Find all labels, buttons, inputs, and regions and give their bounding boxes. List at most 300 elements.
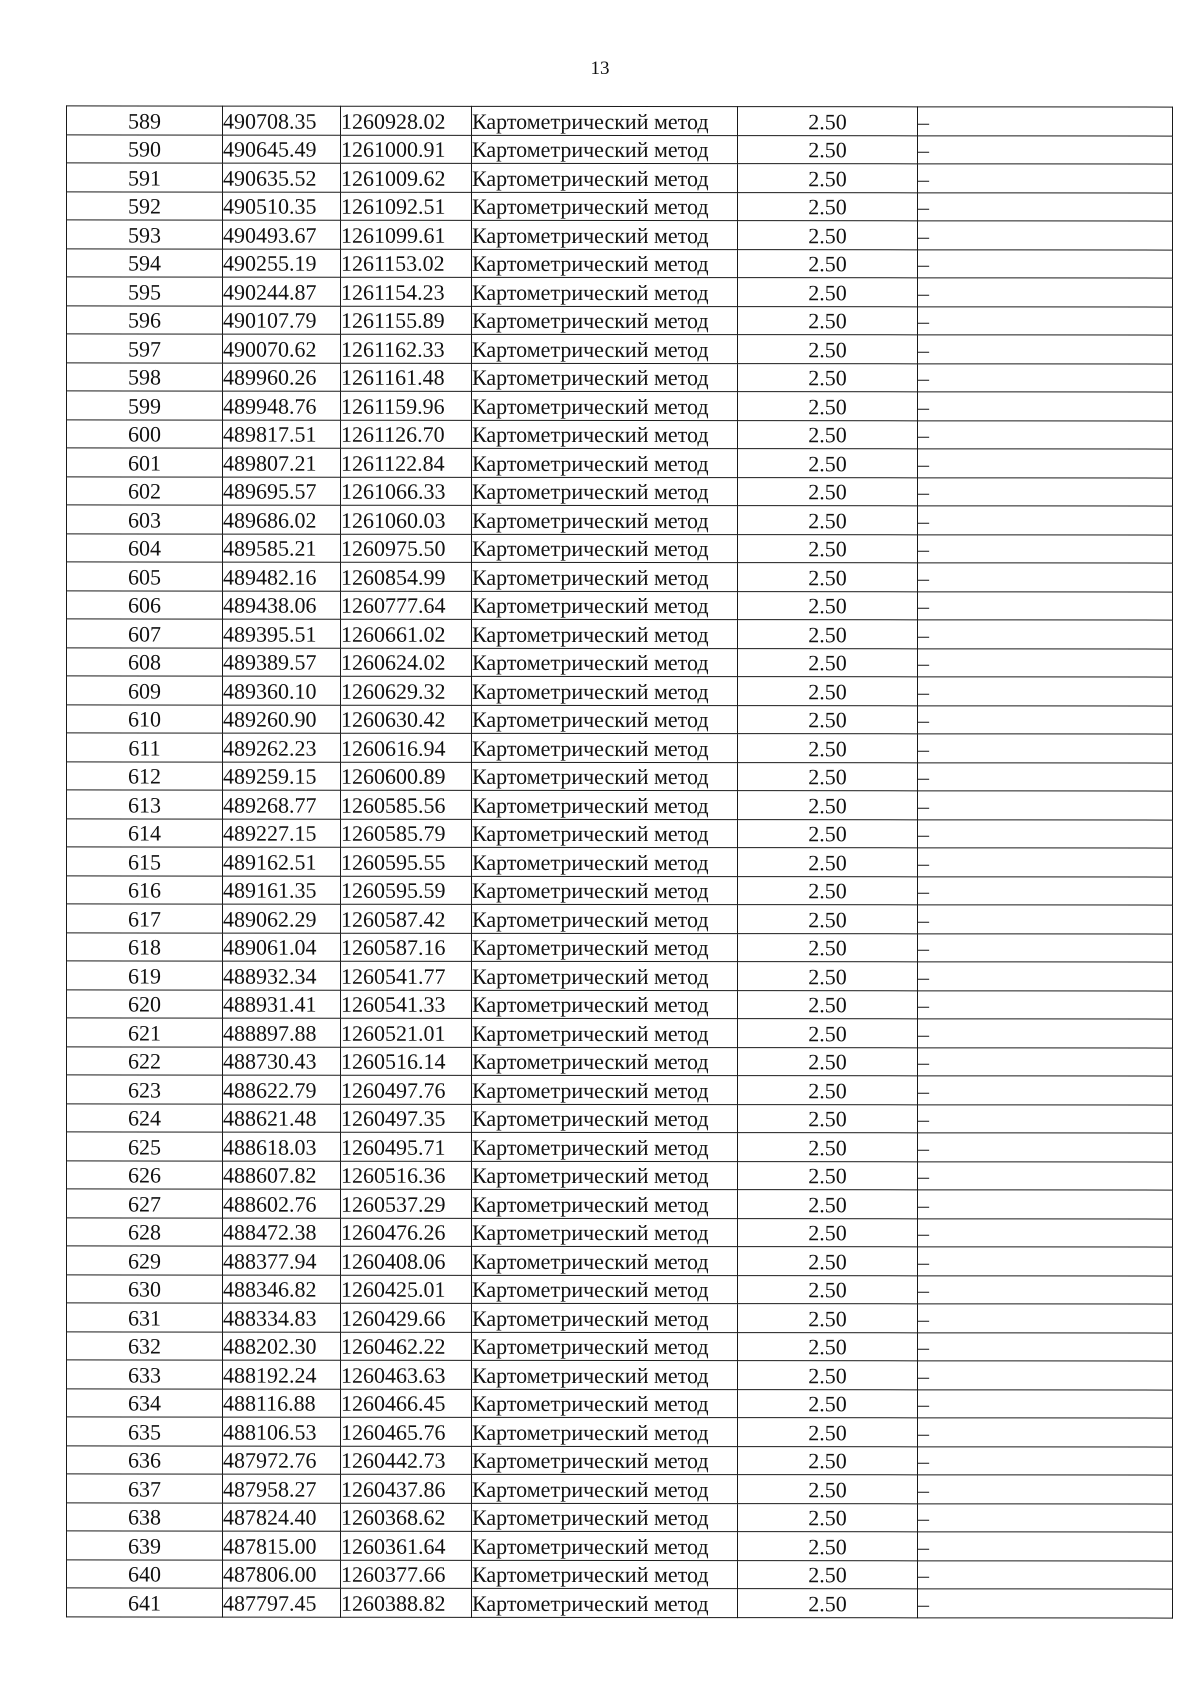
description-cell: –	[918, 1446, 1173, 1475]
method-cell: Картометрический метод	[472, 220, 738, 249]
description-cell: –	[918, 1161, 1173, 1190]
x-coordinate-cell: 489389.57	[223, 648, 341, 677]
x-coordinate-cell: 490107.79	[223, 306, 341, 335]
x-coordinate-cell: 488607.82	[223, 1161, 341, 1190]
table-row	[67, 1160, 1173, 1190]
point-number-cell: 641	[67, 1588, 223, 1617]
y-coordinate-cell: 1260629.32	[341, 676, 472, 705]
accuracy-cell: 2.50	[738, 1218, 918, 1247]
description-cell: –	[918, 363, 1173, 392]
x-coordinate-cell: 489227.15	[223, 819, 341, 848]
table-row	[67, 1445, 1173, 1475]
accuracy-cell: 2.50	[738, 1304, 918, 1333]
table-row	[67, 961, 1173, 991]
table-row	[67, 904, 1173, 934]
x-coordinate-cell: 488621.48	[223, 1104, 341, 1133]
coordinates-table	[66, 105, 1173, 1618]
y-coordinate-cell: 1260429.66	[341, 1303, 472, 1332]
point-number-cell: 632	[67, 1331, 223, 1360]
table-row	[67, 277, 1173, 307]
table-row	[67, 391, 1173, 421]
x-coordinate-cell: 489482.16	[223, 562, 341, 591]
x-coordinate-cell: 487806.00	[223, 1560, 341, 1589]
accuracy-cell: 2.50	[738, 249, 918, 278]
point-number-cell: 615	[67, 847, 223, 876]
y-coordinate-cell: 1260630.42	[341, 705, 472, 734]
description-cell: –	[918, 306, 1173, 335]
method-cell: Картометрический метод	[472, 1104, 738, 1133]
y-coordinate-cell: 1260463.63	[341, 1360, 472, 1389]
method-cell: Картометрический метод	[472, 1246, 738, 1275]
method-cell: Картометрический метод	[472, 961, 738, 990]
y-coordinate-cell: 1260854.99	[341, 562, 472, 591]
y-coordinate-cell: 1261066.33	[341, 477, 472, 506]
description-cell: –	[918, 1475, 1173, 1504]
accuracy-cell: 2.50	[738, 221, 918, 250]
description-cell: –	[918, 933, 1173, 962]
y-coordinate-cell: 1261092.51	[341, 192, 472, 221]
description-cell: –	[918, 848, 1173, 877]
x-coordinate-cell: 490645.49	[223, 135, 341, 164]
point-number-cell: 640	[67, 1559, 223, 1588]
method-cell: Картометрический метод	[472, 534, 738, 563]
y-coordinate-cell: 1260595.55	[341, 847, 472, 876]
point-number-cell: 612	[67, 761, 223, 790]
x-coordinate-cell: 488192.24	[223, 1360, 341, 1389]
method-cell: Картометрический метод	[472, 1503, 738, 1532]
method-cell: Картометрический метод	[472, 1018, 738, 1047]
description-cell: –	[918, 477, 1173, 506]
accuracy-cell: 2.50	[738, 392, 918, 421]
method-cell: Картометрический метод	[472, 1275, 738, 1304]
description-cell: –	[918, 620, 1173, 649]
point-number-cell: 635	[67, 1417, 223, 1446]
point-number-cell: 623	[67, 1075, 223, 1104]
point-number-cell: 637	[67, 1474, 223, 1503]
point-number-cell: 609	[67, 676, 223, 705]
y-coordinate-cell: 1260585.56	[341, 790, 472, 819]
description-cell: –	[918, 1560, 1173, 1589]
accuracy-cell: 2.50	[738, 306, 918, 335]
point-number-cell: 600	[67, 419, 223, 448]
point-number-cell: 618	[67, 932, 223, 961]
x-coordinate-cell: 489260.90	[223, 705, 341, 734]
table-row	[67, 476, 1173, 506]
x-coordinate-cell: 489807.21	[223, 448, 341, 477]
method-cell: Картометрический метод	[472, 135, 738, 164]
page-number: 13	[590, 58, 610, 79]
table-row	[67, 562, 1173, 592]
table-row	[67, 761, 1173, 791]
x-coordinate-cell: 488622.79	[223, 1075, 341, 1104]
point-number-cell: 594	[67, 248, 223, 277]
accuracy-cell: 2.50	[738, 563, 918, 592]
y-coordinate-cell: 1260537.29	[341, 1189, 472, 1218]
y-coordinate-cell: 1260777.64	[341, 591, 472, 620]
y-coordinate-cell: 1261155.89	[341, 306, 472, 335]
table-row	[67, 989, 1173, 1019]
point-number-cell: 597	[67, 334, 223, 363]
description-cell: –	[918, 591, 1173, 620]
accuracy-cell: 2.50	[738, 420, 918, 449]
y-coordinate-cell: 1261060.03	[341, 505, 472, 534]
y-coordinate-cell: 1260377.66	[341, 1560, 472, 1589]
point-number-cell: 626	[67, 1160, 223, 1189]
x-coordinate-cell: 488730.43	[223, 1047, 341, 1076]
description-cell: –	[918, 249, 1173, 278]
x-coordinate-cell: 488377.94	[223, 1246, 341, 1275]
x-coordinate-cell: 488106.53	[223, 1417, 341, 1446]
method-cell: Картометрический метод	[472, 448, 738, 477]
table-row	[67, 305, 1173, 335]
method-cell: Картометрический метод	[472, 733, 738, 762]
point-number-cell: 630	[67, 1274, 223, 1303]
x-coordinate-cell: 488602.76	[223, 1189, 341, 1218]
method-cell: Картометрический метод	[472, 705, 738, 734]
method-cell: Картометрический метод	[472, 619, 738, 648]
table-row	[67, 1388, 1173, 1418]
y-coordinate-cell: 1260388.82	[341, 1588, 472, 1617]
accuracy-cell: 2.50	[738, 1133, 918, 1162]
point-number-cell: 608	[67, 647, 223, 676]
point-number-cell: 639	[67, 1531, 223, 1560]
description-cell: –	[918, 1019, 1173, 1048]
y-coordinate-cell: 1260624.02	[341, 648, 472, 677]
y-coordinate-cell: 1261126.70	[341, 420, 472, 449]
y-coordinate-cell: 1260585.79	[341, 819, 472, 848]
accuracy-cell: 2.50	[738, 278, 918, 307]
y-coordinate-cell: 1260661.02	[341, 619, 472, 648]
method-cell: Картометрический метод	[472, 277, 738, 306]
x-coordinate-cell: 489960.26	[223, 363, 341, 392]
accuracy-cell: 2.50	[738, 1446, 918, 1475]
table-row	[67, 1303, 1173, 1333]
accuracy-cell: 2.50	[738, 1019, 918, 1048]
table-row	[67, 704, 1173, 734]
method-cell: Картометрический метод	[472, 477, 738, 506]
method-cell: Картометрический метод	[472, 391, 738, 420]
table-row	[67, 590, 1173, 620]
point-number-cell: 593	[67, 220, 223, 249]
table-row	[67, 932, 1173, 962]
point-number-cell: 616	[67, 875, 223, 904]
description-cell: –	[918, 734, 1173, 763]
point-number-cell: 622	[67, 1046, 223, 1075]
description-cell: –	[918, 278, 1173, 307]
method-cell: Картометрический метод	[472, 420, 738, 449]
point-number-cell: 611	[67, 733, 223, 762]
table-row	[67, 676, 1173, 706]
accuracy-cell: 2.50	[738, 648, 918, 677]
accuracy-cell: 2.50	[738, 1503, 918, 1532]
x-coordinate-cell: 489360.10	[223, 676, 341, 705]
description-cell: –	[918, 1361, 1173, 1390]
method-cell: Картометрический метод	[472, 363, 738, 392]
x-coordinate-cell: 489062.29	[223, 904, 341, 933]
x-coordinate-cell: 488202.30	[223, 1332, 341, 1361]
description-cell: –	[918, 1190, 1173, 1219]
y-coordinate-cell: 1260437.86	[341, 1474, 472, 1503]
y-coordinate-cell: 1260442.73	[341, 1446, 472, 1475]
accuracy-cell: 2.50	[738, 1418, 918, 1447]
method-cell: Картометрический метод	[472, 1417, 738, 1446]
description-cell: –	[918, 1532, 1173, 1561]
method-cell: Картометрический метод	[472, 334, 738, 363]
accuracy-cell: 2.50	[738, 677, 918, 706]
point-number-cell: 617	[67, 904, 223, 933]
accuracy-cell: 2.50	[738, 905, 918, 934]
x-coordinate-cell: 490708.35	[223, 106, 341, 135]
description-cell: –	[918, 1104, 1173, 1133]
description-cell: –	[918, 677, 1173, 706]
description-cell: –	[918, 905, 1173, 934]
accuracy-cell: 2.50	[738, 1190, 918, 1219]
table-row	[67, 248, 1173, 278]
method-cell: Картометрический метод	[472, 1446, 738, 1475]
x-coordinate-cell: 488897.88	[223, 1018, 341, 1047]
table-row	[67, 619, 1173, 649]
method-cell: Картометрический метод	[472, 505, 738, 534]
method-cell: Картометрический метод	[472, 676, 738, 705]
x-coordinate-cell: 489268.77	[223, 790, 341, 819]
method-cell: Картометрический метод	[472, 1303, 738, 1332]
point-number-cell: 621	[67, 1018, 223, 1047]
description-cell: –	[918, 762, 1173, 791]
point-number-cell: 636	[67, 1445, 223, 1474]
method-cell: Картометрический метод	[472, 1161, 738, 1190]
accuracy-cell: 2.50	[738, 135, 918, 164]
point-number-cell: 607	[67, 619, 223, 648]
table-row	[67, 1103, 1173, 1133]
point-number-cell: 629	[67, 1246, 223, 1275]
table-row	[67, 818, 1173, 848]
table-row	[67, 1502, 1173, 1532]
x-coordinate-cell: 489395.51	[223, 619, 341, 648]
x-coordinate-cell: 489817.51	[223, 420, 341, 449]
y-coordinate-cell: 1260975.50	[341, 534, 472, 563]
table-row	[67, 220, 1173, 250]
description-cell: –	[918, 534, 1173, 563]
accuracy-cell: 2.50	[738, 107, 918, 136]
y-coordinate-cell: 1260476.26	[341, 1218, 472, 1247]
point-number-cell: 604	[67, 533, 223, 562]
description-cell: –	[918, 705, 1173, 734]
x-coordinate-cell: 488932.34	[223, 961, 341, 990]
y-coordinate-cell: 1260516.36	[341, 1161, 472, 1190]
point-number-cell: 598	[67, 362, 223, 391]
accuracy-cell: 2.50	[738, 1475, 918, 1504]
point-number-cell: 606	[67, 590, 223, 619]
table-row	[67, 106, 1173, 136]
method-cell: Картометрический метод	[472, 562, 738, 591]
point-number-cell: 628	[67, 1217, 223, 1246]
accuracy-cell: 2.50	[738, 1361, 918, 1390]
x-coordinate-cell: 490510.35	[223, 192, 341, 221]
accuracy-cell: 2.50	[738, 1532, 918, 1561]
method-cell: Картометрический метод	[472, 648, 738, 677]
description-cell: –	[918, 1247, 1173, 1276]
table-row	[67, 1132, 1173, 1162]
description-cell: –	[918, 192, 1173, 221]
description-cell: –	[918, 1304, 1173, 1333]
table-row	[67, 1246, 1173, 1276]
table-row	[67, 1075, 1173, 1105]
point-number-cell: 613	[67, 790, 223, 819]
accuracy-cell: 2.50	[738, 335, 918, 364]
accuracy-cell: 2.50	[738, 1104, 918, 1133]
point-number-cell: 591	[67, 163, 223, 192]
x-coordinate-cell: 487815.00	[223, 1531, 341, 1560]
accuracy-cell: 2.50	[738, 819, 918, 848]
x-coordinate-cell: 487797.45	[223, 1588, 341, 1617]
method-cell: Картометрический метод	[472, 1360, 738, 1389]
description-cell: –	[918, 1332, 1173, 1361]
x-coordinate-cell: 489161.35	[223, 876, 341, 905]
y-coordinate-cell: 1260616.94	[341, 733, 472, 762]
description-cell: –	[918, 962, 1173, 991]
description-cell: –	[918, 1389, 1173, 1418]
accuracy-cell: 2.50	[738, 1332, 918, 1361]
method-cell: Картометрический метод	[472, 1075, 738, 1104]
point-number-cell: 596	[67, 305, 223, 334]
coordinates-table-body	[67, 106, 1173, 1618]
method-cell: Картометрический метод	[472, 192, 738, 221]
accuracy-cell: 2.50	[738, 534, 918, 563]
y-coordinate-cell: 1260466.45	[341, 1389, 472, 1418]
y-coordinate-cell: 1260361.64	[341, 1531, 472, 1560]
table-row	[67, 1559, 1173, 1589]
accuracy-cell: 2.50	[738, 1589, 918, 1618]
description-cell: –	[918, 221, 1173, 250]
x-coordinate-cell: 489585.21	[223, 534, 341, 563]
point-number-cell: 625	[67, 1132, 223, 1161]
description-cell: –	[918, 563, 1173, 592]
method-cell: Картометрический метод	[472, 306, 738, 335]
table-row	[67, 419, 1173, 449]
accuracy-cell: 2.50	[738, 506, 918, 535]
y-coordinate-cell: 1260495.71	[341, 1132, 472, 1161]
point-number-cell: 627	[67, 1189, 223, 1218]
method-cell: Картометрический метод	[472, 106, 738, 135]
y-coordinate-cell: 1260465.76	[341, 1417, 472, 1446]
accuracy-cell: 2.50	[738, 705, 918, 734]
y-coordinate-cell: 1261161.48	[341, 363, 472, 392]
method-cell: Картометрический метод	[472, 1189, 738, 1218]
y-coordinate-cell: 1260497.35	[341, 1104, 472, 1133]
method-cell: Картометрический метод	[472, 1389, 738, 1418]
accuracy-cell: 2.50	[738, 363, 918, 392]
point-number-cell: 620	[67, 989, 223, 1018]
table-row	[67, 1588, 1173, 1618]
description-cell: –	[918, 420, 1173, 449]
description-cell: –	[918, 1133, 1173, 1162]
x-coordinate-cell: 490244.87	[223, 277, 341, 306]
table-row	[67, 505, 1173, 535]
y-coordinate-cell: 1260541.33	[341, 990, 472, 1019]
x-coordinate-cell: 488472.38	[223, 1218, 341, 1247]
point-number-cell: 603	[67, 505, 223, 534]
method-cell: Картометрический метод	[472, 1332, 738, 1361]
table-row	[67, 1217, 1173, 1247]
accuracy-cell: 2.50	[738, 620, 918, 649]
table-row	[67, 448, 1173, 478]
description-cell: –	[918, 107, 1173, 136]
method-cell: Картометрический метод	[472, 163, 738, 192]
table-row	[67, 1531, 1173, 1561]
x-coordinate-cell: 488931.41	[223, 990, 341, 1019]
point-number-cell: 624	[67, 1103, 223, 1132]
table-row	[67, 533, 1173, 563]
table-row	[67, 191, 1173, 221]
y-coordinate-cell: 1260541.77	[341, 961, 472, 990]
table-row	[67, 647, 1173, 677]
table-row	[67, 1417, 1173, 1447]
x-coordinate-cell: 490255.19	[223, 249, 341, 278]
x-coordinate-cell: 488116.88	[223, 1389, 341, 1418]
method-cell: Картометрический метод	[472, 847, 738, 876]
x-coordinate-cell: 488346.82	[223, 1275, 341, 1304]
method-cell: Картометрический метод	[472, 904, 738, 933]
point-number-cell: 614	[67, 818, 223, 847]
y-coordinate-cell: 1260521.01	[341, 1018, 472, 1047]
point-number-cell: 605	[67, 562, 223, 591]
y-coordinate-cell: 1260408.06	[341, 1246, 472, 1275]
description-cell: –	[918, 819, 1173, 848]
x-coordinate-cell: 487972.76	[223, 1446, 341, 1475]
method-cell: Картометрический метод	[472, 762, 738, 791]
method-cell: Картометрический метод	[472, 1132, 738, 1161]
y-coordinate-cell: 1261162.33	[341, 334, 472, 363]
table-row	[67, 1018, 1173, 1048]
accuracy-cell: 2.50	[738, 734, 918, 763]
y-coordinate-cell: 1260368.62	[341, 1503, 472, 1532]
method-cell: Картометрический метод	[472, 990, 738, 1019]
point-number-cell: 610	[67, 704, 223, 733]
accuracy-cell: 2.50	[738, 1389, 918, 1418]
accuracy-cell: 2.50	[738, 933, 918, 962]
method-cell: Картометрический метод	[472, 1531, 738, 1560]
x-coordinate-cell: 490635.52	[223, 163, 341, 192]
accuracy-cell: 2.50	[738, 876, 918, 905]
x-coordinate-cell: 489262.23	[223, 733, 341, 762]
description-cell: –	[918, 1218, 1173, 1247]
y-coordinate-cell: 1261099.61	[341, 220, 472, 249]
table-row	[67, 847, 1173, 877]
point-number-cell: 631	[67, 1303, 223, 1332]
description-cell: –	[918, 1589, 1173, 1618]
y-coordinate-cell: 1260600.89	[341, 762, 472, 791]
point-number-cell: 590	[67, 134, 223, 163]
x-coordinate-cell: 488618.03	[223, 1132, 341, 1161]
y-coordinate-cell: 1260425.01	[341, 1275, 472, 1304]
table-row	[67, 334, 1173, 364]
y-coordinate-cell: 1261153.02	[341, 249, 472, 278]
table-row	[67, 1331, 1173, 1361]
accuracy-cell: 2.50	[738, 1161, 918, 1190]
point-number-cell: 638	[67, 1502, 223, 1531]
y-coordinate-cell: 1260497.76	[341, 1075, 472, 1104]
accuracy-cell: 2.50	[738, 1560, 918, 1589]
method-cell: Картометрический метод	[472, 819, 738, 848]
table-row	[67, 1274, 1173, 1304]
description-cell: –	[918, 135, 1173, 164]
table-row	[67, 733, 1173, 763]
point-number-cell: 595	[67, 277, 223, 306]
table-row	[67, 1189, 1173, 1219]
method-cell: Картометрический метод	[472, 591, 738, 620]
method-cell: Картометрический метод	[472, 1047, 738, 1076]
method-cell: Картометрический метод	[472, 1474, 738, 1503]
